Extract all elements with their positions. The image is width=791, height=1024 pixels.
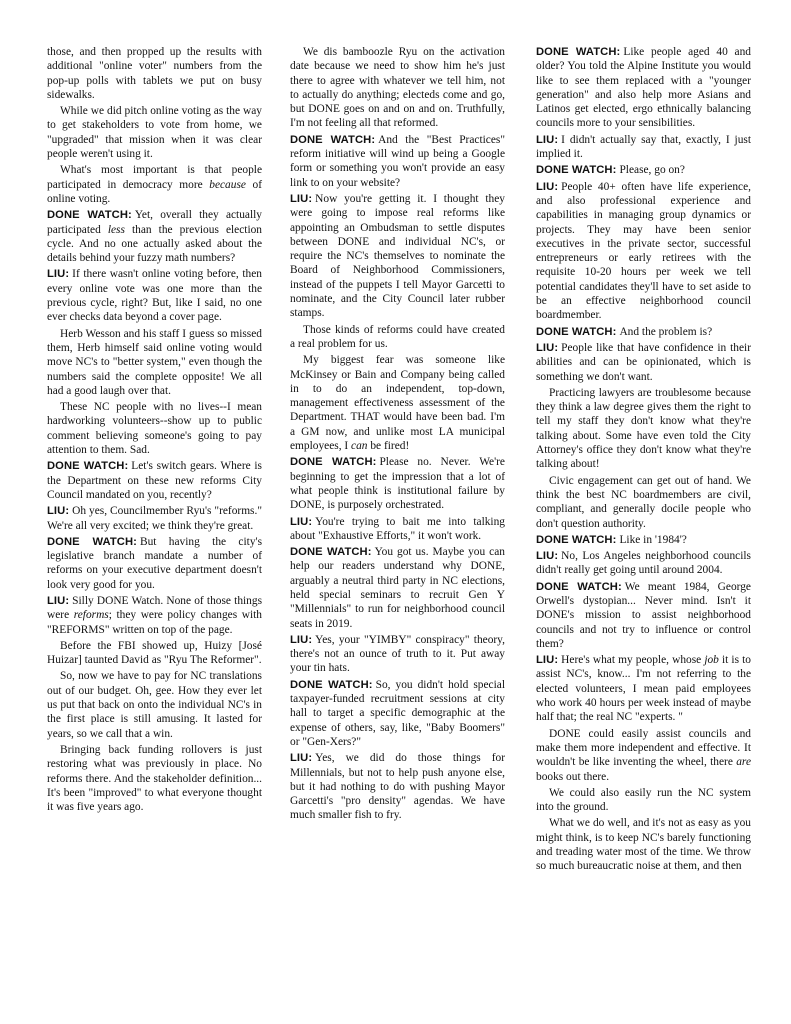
paragraph-text: I didn't actually say that, exactly, I just implied it. — [536, 133, 751, 161]
interview-exchange — [47, 267, 262, 324]
interview-exchange — [290, 545, 505, 631]
speaker-label: DONE WATCH — [290, 546, 368, 559]
speaker-label: LIU — [290, 515, 309, 528]
speaker-label: DONE WATCH — [290, 133, 372, 146]
speaker-label: DONE WATCH — [47, 209, 129, 222]
paragraph-text: Yet, overall they actually participated — [47, 209, 262, 236]
paragraph-text: Yes, your "YIMBY" conspiracy" theory, there's not an ounce of truth to it. Put away your tin hats. — [290, 633, 505, 675]
interview-exchange — [290, 455, 505, 512]
speaker-colon: : — [612, 164, 617, 177]
interview-exchange — [290, 133, 505, 190]
paragraph-text: If there wasn't online voting before, then every online vote was one more than the previous cycle, right? But, like I said, no one ever checks data beyond a cover page. — [47, 268, 262, 324]
paragraph-text: You're trying to bait me into talking about "Exhaustive Efforts," it won't work. — [290, 515, 505, 542]
interview-exchange — [290, 678, 505, 749]
paragraph-text: Please, go on? — [619, 164, 685, 177]
interview-exchange — [290, 751, 505, 822]
paragraph-text: Before the FBI showed up, Huizy [José Huizar] taunted David as "Ryu The Reformer". — [47, 639, 262, 667]
body-paragraph — [47, 327, 262, 398]
paragraph-text: These NC people with no lives--I mean hardworking volunteers--show up to public comment believing someone's going to pay attention to them. Sad. — [47, 401, 262, 457]
interview-exchange — [536, 325, 751, 339]
paragraph-text-continued: books out there. — [536, 770, 610, 783]
paragraph-text: Here's what my people, whose — [561, 654, 705, 667]
emphasis-text: reforms — [73, 609, 109, 622]
interview-exchange — [47, 535, 262, 592]
speaker-label: LIU — [536, 133, 555, 146]
paragraph-text: People 40+ often have life experience, and also professional experience and capabilities in managing group dynamics or projects. They may have been senior executives in the private sector, successful entrepreneurs or early retirees with the requisite 10-20 hours per week we tell potential candidates they'll have to set aside to be an effective neighborhood council boardmember. — [536, 180, 751, 322]
body-paragraph — [47, 743, 262, 814]
paragraph-text: People like that have confidence in their abilities and can be opinionated, which is something we don't want. — [536, 341, 751, 383]
interview-exchange — [47, 459, 262, 502]
paragraph-text: We dis bamboozle Ryu on the activation date because we need to show him he's just there to agree with whatever we tell him, not to actually do anything; electeds come and go, but DONE goes on and on and on. Truthfully, I'm not feeling all that reformed. — [290, 46, 505, 130]
body-paragraph — [290, 45, 505, 131]
interview-exchange — [536, 653, 751, 724]
body-paragraph — [47, 163, 262, 206]
paragraph-text-continued: ; they were policy changes with "REFORMS" written on top of the page. — [47, 609, 262, 636]
paragraph-text: So, you didn't hold special taxpayer-funded recruitment sessions at city hall to target a specific demographic at the expense of others, say, like, "Baby Boomers" or "Gen-Xers?" — [290, 678, 505, 748]
paragraph-text: You got us. Maybe you can help our readers understand why DONE, arguably a neutral third party in NC elections, held special seminars to recruit Gen Y "Millennials" to run for neighborhood council seats in 2019. — [290, 546, 505, 630]
paragraph-text-continued: be fired! — [367, 440, 410, 453]
speaker-colon: : — [65, 268, 70, 281]
column-2 — [290, 45, 505, 825]
speaker-label: LIU — [290, 192, 309, 205]
body-paragraph — [47, 104, 262, 161]
speaker-colon: : — [308, 192, 313, 205]
speaker-colon: : — [554, 180, 559, 193]
paragraph-text: Yes, we did do those things for Millennials, but not to help push anyone else, but it had nothing to do with pushing Mayor Garcetti's "pro density" agendas. We have much smaller fish to fry. — [290, 752, 505, 822]
body-paragraph — [536, 474, 751, 531]
speaker-colon: : — [371, 133, 376, 146]
speaker-label: LIU — [536, 654, 555, 667]
speaker-label: DONE WATCH — [47, 535, 134, 548]
speaker-label: DONE WATCH — [290, 456, 373, 469]
interview-exchange — [536, 580, 751, 651]
speaker-label: LIU — [47, 268, 66, 281]
paragraph-text: My biggest fear was someone like McKinsey or Bain and Company being called in to do an independent, top-down, management effectiveness assessment of the Department. THAT would have been bad. I'm a GM now, and unlike most LA municipal employees, I — [290, 354, 505, 453]
paragraph-text: We meant 1984, George Orwell's dystopian... Never mind. Isn't it DONE's mission to assist neighborhood councils and not try to influence or control them? — [536, 580, 751, 650]
interview-exchange — [536, 180, 751, 323]
speaker-label: LIU — [536, 550, 555, 563]
paragraph-text: Please no. Never. We're beginning to get the impression that a lot of what people think is institutional failure by DONE, is purposely orchestrated. — [290, 456, 505, 512]
body-paragraph — [290, 323, 505, 352]
body-paragraph — [536, 816, 751, 873]
speaker-colon: : — [65, 505, 70, 518]
speaker-colon: : — [372, 456, 377, 469]
paragraph-text: No, Los Angeles neighborhood councils didn't really get going until around 2004. — [536, 550, 751, 577]
body-paragraph — [47, 400, 262, 457]
speaker-colon: : — [612, 533, 617, 546]
paragraph-text: Like people aged 40 and older? You told the Alpine Institute you would like to see them replaced with a "younger generation" and also help more Asians and Latinos get elected, ergo ethnically balancing councils more to your sensibilities. — [536, 46, 751, 130]
speaker-colon: : — [612, 325, 617, 338]
paragraph-text: We could also easily run the NC system into the ground. — [536, 786, 751, 814]
interview-exchange — [536, 163, 751, 177]
paragraph-text: Practicing lawyers are troublesome because they think a law degree gives them the right to tell my staff they don't know what they're talking about. Some have even told the City Attorney's office they don't know what they're talking about! — [536, 386, 751, 471]
interview-exchange — [290, 192, 505, 321]
body-paragraph — [290, 353, 505, 453]
paragraph-text: those, and then propped up the results with additional "online voter" numbers from the pop-up polls with tablets we put on busy sidewalks. — [47, 46, 262, 101]
paragraph-text: Now you're getting it. I thought they were going to impose real reforms like appointing an Ombudsman to settle disputes between DONE and individual NC's, or require the NC's themselves to nominate the Board of Neighborhood Commissioners, instead of the puppets I tell Mayor Garcetti to nominate, and the City Council later rubber stamps. — [290, 192, 505, 320]
paragraph-text: While we did pitch online voting as the way to get stakeholders to vote from home, we "upgraded" that mission when it was clear people weren't using it. — [47, 105, 262, 161]
emphasis-text: are — [736, 756, 751, 769]
body-paragraph — [536, 727, 751, 784]
body-paragraph — [47, 669, 262, 740]
paragraph-text: What's most important is that people participated in democracy more — [47, 164, 262, 191]
paragraph-text: So, now we have to pay for NC translations out of our budget. Oh, gee. How they ever let us put that back on onto the individual NC's in the first place is still amusing. It lasted for years, so we call that a win. — [47, 670, 262, 740]
speaker-colon: : — [133, 535, 137, 548]
speaker-label: DONE WATCH — [290, 678, 369, 691]
paragraph-text: DONE could easily assist councils and make them more independent and effective. It wouldn't be like inventing the wheel, there — [536, 727, 751, 769]
column-1 — [47, 45, 262, 816]
speaker-colon: : — [65, 594, 70, 607]
paragraph-text: Oh yes, Councilmember Ryu's "reforms." We're all very excited; we think they're great. — [47, 505, 262, 532]
interview-exchange — [47, 594, 262, 637]
paragraph-text: And the problem is? — [619, 325, 713, 338]
speaker-label: LIU — [47, 505, 66, 518]
paragraph-text-continued: it is to assist NC's, know... I'm not referring to the elected volunteers, I mean paid employees who work 40 hours per week instead of maybe half that; the real NC "experts. " — [536, 654, 751, 724]
paragraph-text: Bringing back funding rollovers is just restoring what was previously in place. No reforms there. And the stakeholder definition... It's been "improved" to what everyone thought it was five years ago. — [47, 743, 262, 814]
interview-exchange — [290, 515, 505, 544]
body-paragraph — [536, 786, 751, 815]
speaker-colon: : — [308, 633, 313, 646]
emphasis-text: job — [704, 654, 719, 667]
paragraph-text: Like in '1984'? — [619, 533, 687, 546]
body-paragraph — [536, 386, 751, 472]
interview-exchange — [536, 45, 751, 131]
emphasis-text: less — [107, 223, 125, 236]
speaker-label: LIU — [290, 752, 309, 765]
emphasis-text: can — [351, 440, 368, 453]
speaker-label: DONE WATCH — [536, 46, 617, 58]
speaker-colon: : — [308, 515, 313, 528]
speaker-colon: : — [554, 550, 559, 563]
interview-exchange — [536, 533, 751, 547]
paragraph-text: And the "Best Practices" reform initiative will wind up being a Google form or something you won't provide an easy link to on your website? — [290, 133, 505, 189]
speaker-label: LIU — [536, 180, 555, 193]
speaker-colon: : — [616, 46, 621, 58]
paragraph-text: Herb Wesson and his staff I guess so missed them, Herb himself said online voting would move NC's to "better system," even though the numbers said the complete opposite! We all had a good laugh over that. — [47, 327, 262, 397]
interview-exchange — [47, 208, 262, 265]
speaker-label: LIU — [47, 594, 66, 607]
speaker-colon: : — [617, 580, 622, 593]
speaker-label: DONE WATCH — [47, 460, 125, 473]
interview-exchange — [536, 133, 751, 162]
paragraph-text: Silly DONE Watch. None of those things were — [47, 594, 262, 622]
speaker-label: LIU — [536, 341, 555, 354]
interview-exchange — [290, 633, 505, 676]
body-paragraph — [47, 639, 262, 668]
speaker-colon: : — [308, 752, 313, 765]
emphasis-text: because — [209, 178, 246, 191]
paragraph-text: What we do well, and it's not as easy as you might think, is to keep NC's barely functioning and treading water most of the time. We throw so much bureaucratic noise at them, and then — [536, 817, 751, 873]
speaker-label: DONE WATCH — [536, 164, 613, 177]
speaker-label: LIU — [290, 633, 309, 646]
paragraph-text: Let's switch gears. Where is the Department on these new reforms City Council mandated on you, recently? — [47, 460, 262, 501]
speaker-colon: : — [554, 341, 559, 354]
body-paragraph — [47, 45, 262, 102]
column-3 — [536, 45, 751, 876]
speaker-colon: : — [128, 209, 132, 222]
speaker-label: DONE WATCH — [536, 325, 613, 338]
interview-exchange — [47, 504, 262, 533]
interview-exchange — [536, 549, 751, 578]
paragraph-text: Civic engagement can get out of hand. We think the best NC boardmembers are civil, compliant, and generally docile people who don't question authority. — [536, 474, 751, 530]
paragraph-text-continued: of online voting. — [47, 178, 262, 205]
paragraph-text: Those kinds of reforms could have created a real problem for us. — [290, 323, 505, 350]
speaker-colon: : — [368, 678, 373, 691]
speaker-label: DONE WATCH — [536, 580, 618, 593]
speaker-colon: : — [124, 460, 129, 473]
speaker-colon: : — [554, 133, 559, 146]
interview-exchange — [536, 341, 751, 384]
paragraph-text-continued: than the previous election cycle. And no one actually asked about the details behind your fuzzy math numbers? — [47, 223, 262, 265]
speaker-colon: : — [554, 654, 559, 667]
speaker-label: DONE WATCH — [536, 533, 613, 546]
paragraph-text: But having the city's legislative branch mandate a number of reforms on your executive department doesn't look very good for you. — [47, 535, 262, 591]
speaker-colon: : — [367, 546, 372, 559]
